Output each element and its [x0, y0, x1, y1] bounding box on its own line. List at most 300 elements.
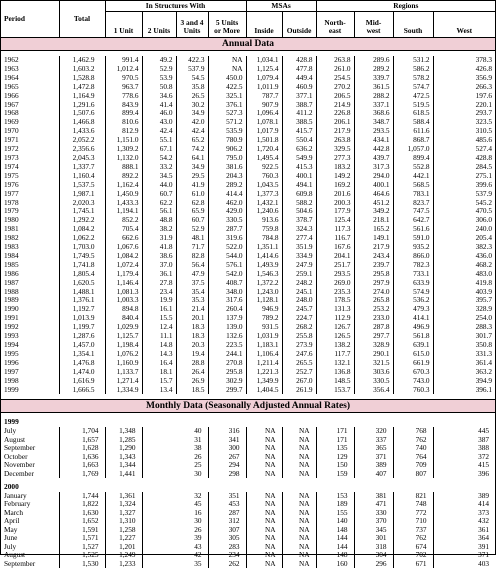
cell-value: 26.4 [176, 368, 208, 377]
cell-value: NA [282, 534, 316, 543]
cell-value: 468.2 [433, 261, 495, 270]
cell-value: NA [282, 436, 316, 445]
cell-value: 329.5 [316, 145, 354, 154]
cell-value: 1,476.8 [59, 359, 105, 368]
cell-value: 284.5 [433, 163, 495, 172]
cell-value: 1,221.3 [246, 368, 282, 377]
cell-value: 117.3 [316, 225, 354, 234]
cell-value: 167.6 [316, 243, 354, 252]
cell-value: NA [246, 453, 282, 462]
cell-value: 1,179.4 [105, 270, 142, 279]
cell-value: NA [246, 436, 282, 445]
cell-value: 254.5 [316, 74, 354, 83]
cell-value: 19.4 [176, 350, 208, 359]
row-period: 1969 [4, 117, 19, 127]
cell-value: 301.7 [433, 332, 495, 341]
cell-value: 396.1 [433, 386, 495, 395]
cell-value: 403 [433, 560, 495, 568]
cell-value: 561.8 [393, 332, 433, 341]
row-period: 1994 [4, 340, 19, 349]
cell-value: 1,194.1 [105, 207, 142, 216]
cell-value: 48.1 [176, 234, 208, 243]
northeast-header: North- east [316, 12, 354, 38]
cell-value: 671 [393, 560, 433, 568]
cell-value: 1,146.4 [105, 279, 142, 288]
cell-value: 611.6 [393, 127, 433, 136]
cell-value: 970.5 [105, 74, 142, 83]
cell-value: 568.5 [393, 181, 433, 190]
row-period: 1991 [4, 313, 19, 323]
cell-value: 545.2 [433, 199, 495, 208]
cell-value: 42.4 [142, 127, 176, 136]
cell-value: 38 [142, 444, 208, 453]
period-header: Period [1, 1, 59, 38]
cell-value: 204.3 [208, 172, 246, 181]
cell-value: 20.3 [176, 341, 208, 350]
cell-value: 1,227 [105, 534, 142, 543]
cell-value: 200.3 [316, 199, 354, 208]
cell-value: 26.5 [176, 92, 208, 101]
cell-value: 270.2 [316, 83, 354, 92]
cell-value: 381 [354, 492, 393, 501]
cell-value: 823.7 [393, 199, 433, 208]
row-month: September [4, 558, 36, 568]
row-month: January [4, 490, 27, 500]
row-month: July [4, 541, 17, 551]
cell-value: 1,125.4 [246, 65, 282, 74]
cell-value: 30 [142, 470, 208, 479]
cell-value: 483.0 [433, 270, 495, 279]
cell-value: 1,703.0 [59, 243, 105, 252]
cell-value: 319.6 [208, 234, 246, 243]
cell-value: 426.8 [433, 65, 495, 74]
cell-value: 129 [316, 453, 354, 462]
cell-value: 37.0 [142, 261, 176, 270]
row-month: April [4, 516, 20, 526]
cell-value: 737 [393, 526, 433, 535]
cell-value: 782.3 [393, 261, 433, 270]
cell-value: 15.7 [142, 377, 176, 386]
row-period: 1976 [4, 179, 19, 189]
cell-value: 1,133.7 [105, 368, 142, 377]
cell-value: 810.6 [105, 118, 142, 127]
cell-value: 1,067.6 [105, 243, 142, 252]
cell-value: NA [246, 500, 282, 509]
cell-value: 1,769 [59, 470, 105, 479]
monthly-row [1, 470, 495, 479]
cell-value: 350.8 [433, 341, 495, 350]
cell-value: 234 [208, 551, 246, 560]
cell-value: 1,546.3 [246, 270, 282, 279]
cell-value: 740 [393, 444, 433, 453]
cell-value: 747.5 [393, 207, 433, 216]
cell-value: 288.2 [354, 92, 393, 101]
cell-value: 1,072.4 [105, 261, 142, 270]
cell-value: 400.1 [354, 181, 393, 190]
cell-value: 382.3 [433, 243, 495, 252]
cell-value: 356.9 [433, 74, 495, 83]
row-period: 1966 [4, 90, 19, 100]
cell-value: 1,344 [105, 461, 142, 470]
cell-value: 408.7 [208, 279, 246, 288]
cell-value: 1,507.6 [59, 109, 105, 118]
cell-value: 436.0 [433, 252, 495, 261]
cell-value: 34.6 [142, 92, 176, 101]
cell-value: 312 [208, 517, 246, 526]
cell-value: 345 [354, 526, 393, 535]
cell-value: 574.9 [393, 288, 433, 297]
cell-value: 132.6 [208, 332, 246, 341]
cell-value: 913.6 [246, 216, 282, 225]
cell-value: 267.0 [282, 377, 316, 386]
cell-value: 13.4 [142, 386, 176, 395]
cell-value: 899.4 [105, 109, 142, 118]
cell-value: 42 [142, 551, 208, 560]
cell-value: 34.9 [176, 109, 208, 118]
cell-value: 1,432.1 [246, 199, 282, 208]
cell-value: 25 [142, 461, 208, 470]
cell-value: 522.0 [208, 243, 246, 252]
cell-value: 240.0 [433, 225, 495, 234]
cell-value: 252.7 [282, 368, 316, 377]
cell-value: 710 [393, 517, 433, 526]
cell-value: 148.5 [316, 377, 354, 386]
cell-value: 387 [433, 436, 495, 445]
cell-value: 265.8 [354, 296, 393, 305]
cell-value: 1,663 [59, 461, 105, 470]
cell-value: NA [246, 444, 282, 453]
cell-value: 35.8 [176, 83, 208, 92]
cell-value: 419.8 [433, 279, 495, 288]
cell-value: 283 [208, 543, 246, 552]
cell-value: 274.0 [354, 288, 393, 297]
cell-value: NA [282, 500, 316, 509]
cell-value: 1,351.1 [246, 243, 282, 252]
cell-value: 294 [208, 461, 246, 470]
cell-value: 496.9 [393, 323, 433, 332]
annual-row [1, 386, 495, 395]
cell-value: 1,376.1 [59, 296, 105, 305]
cell-value: 19.9 [142, 296, 176, 305]
cell-value: 303.6 [354, 368, 393, 377]
cell-value: 1,474.0 [59, 368, 105, 377]
cell-value: 273.9 [282, 341, 316, 350]
cell-value: 1,012.4 [105, 65, 142, 74]
cell-value: 138.2 [316, 341, 354, 350]
cell-value: 226.8 [316, 109, 354, 118]
cell-value: 376.1 [208, 101, 246, 110]
cell-value: 477.8 [282, 65, 316, 74]
cell-value: NA [282, 543, 316, 552]
cell-value: 422.5 [208, 83, 246, 92]
midwest-header: Mid- west [354, 12, 393, 38]
cell-value: 609.8 [282, 190, 316, 199]
cell-value: 378.3 [433, 56, 495, 65]
row-period: 1967 [4, 99, 19, 109]
cell-value: 1,433.6 [59, 127, 105, 136]
cell-value: 389 [354, 461, 393, 470]
cell-value: 812.9 [105, 127, 142, 136]
cell-value: 414.1 [393, 314, 433, 323]
row-month: May [4, 524, 18, 534]
cell-value: 60.7 [142, 190, 176, 199]
cell-value: 16.4 [142, 359, 176, 368]
cell-value: NA [282, 560, 316, 568]
cell-value: 1,433.3 [105, 199, 142, 208]
cell-value: 361.4 [433, 359, 495, 368]
row-period: 1974 [4, 161, 19, 171]
cell-value: 317.6 [208, 296, 246, 305]
cell-value: 364 [433, 534, 495, 543]
row-period: 1990 [4, 304, 19, 314]
cell-value: 251.7 [316, 261, 354, 270]
cell-value: 217.9 [316, 127, 354, 136]
cell-value: 633.9 [393, 279, 433, 288]
row-period: 1981 [4, 224, 19, 234]
cell-value: 43 [142, 543, 208, 552]
cell-value: 131.3 [316, 305, 354, 314]
cell-value: 47.9 [176, 270, 208, 279]
cell-value: 1,183.1 [246, 341, 282, 350]
cell-value: 544.0 [208, 252, 246, 261]
cell-value: 388.7 [282, 101, 316, 110]
cell-value: 1,822 [59, 500, 105, 509]
cell-value: 330 [354, 509, 393, 518]
cell-value: 389 [433, 492, 495, 501]
cell-value: 52.9 [142, 65, 176, 74]
cell-value: 479.3 [393, 305, 433, 314]
cell-value: 217.9 [354, 243, 393, 252]
cell-value: 1,334.9 [105, 386, 142, 395]
cell-value: 306.0 [433, 216, 495, 225]
cell-value: 868.7 [393, 136, 433, 145]
annual-banner-section [1, 38, 495, 57]
cell-value: 26.9 [176, 377, 208, 386]
cell-value: 64.1 [176, 154, 208, 163]
cell-value: 537.9 [176, 65, 208, 74]
cell-value: 298 [208, 470, 246, 479]
cell-value: 892.2 [105, 172, 142, 181]
cell-value: 1,249 [105, 551, 142, 560]
cell-value: 449.4 [282, 74, 316, 83]
cell-value: 1,076.2 [105, 350, 142, 359]
cell-value: 787.7 [246, 92, 282, 101]
cell-value: 1,741.8 [59, 261, 105, 270]
cell-value: 299.7 [208, 386, 246, 395]
cell-value: NA [208, 65, 246, 74]
row-period: 1963 [4, 63, 19, 73]
cell-value: NA [282, 492, 316, 501]
cell-value: 1,151.0 [105, 136, 142, 145]
cell-value: 1,704 [59, 427, 105, 436]
cell-value: 464.6 [354, 190, 393, 199]
cell-value: 296 [354, 560, 393, 568]
cell-value: 552.8 [393, 163, 433, 172]
cell-value: 1,327 [105, 509, 142, 518]
cell-value: 21.4 [176, 305, 208, 314]
cell-value: 288.3 [433, 323, 495, 332]
row-period: 1975 [4, 170, 19, 180]
cell-value: 1,034.1 [246, 56, 282, 65]
cell-value: 361 [433, 526, 495, 535]
cell-value: 394.9 [433, 377, 495, 386]
cell-value: 1,017.9 [246, 127, 282, 136]
cell-value: 1,079.4 [246, 74, 282, 83]
cell-value: 37.5 [176, 279, 208, 288]
cell-value: 220.1 [433, 101, 495, 110]
cell-value: 67.1 [142, 145, 176, 154]
cell-value: 1,287.6 [59, 332, 105, 341]
cell-value: 34.5 [142, 172, 176, 181]
cell-value: 453 [208, 500, 246, 509]
cell-value: 263.8 [316, 136, 354, 145]
cell-value: 1,081.3 [105, 288, 142, 297]
cell-value: 399.6 [433, 181, 495, 190]
cell-value: 1,310 [105, 517, 142, 526]
cell-value: 1,164.9 [59, 92, 105, 101]
row-period: 1998 [4, 375, 19, 385]
housing-starts-table [1, 1, 495, 568]
cell-value: 16.1 [142, 305, 176, 314]
cell-value: 1,441 [105, 470, 142, 479]
cell-value: 760.3 [246, 172, 282, 181]
cell-value: 56.1 [142, 207, 176, 216]
cell-value: 415.7 [282, 127, 316, 136]
row-period: 1978 [4, 197, 19, 207]
cell-value: 1,003.3 [105, 296, 142, 305]
cell-value: 1,571 [59, 534, 105, 543]
cell-value: 415.3 [282, 163, 316, 172]
cell-value: 1,495.4 [246, 154, 282, 163]
cell-value: 243.4 [354, 252, 393, 261]
cell-value: 432 [433, 517, 495, 526]
cell-value: 261.9 [282, 386, 316, 395]
cell-value: 325.1 [208, 92, 246, 101]
cell-value: 46.0 [142, 109, 176, 118]
cell-value: 1,011.9 [246, 83, 282, 92]
cell-value: 400.1 [282, 172, 316, 181]
cell-value: 759.8 [246, 225, 282, 234]
year-heading: 1999 [4, 417, 19, 427]
cell-value: NA [282, 526, 316, 535]
cell-value: 38.6 [142, 252, 176, 261]
cell-value: 40 [142, 427, 208, 436]
cell-value: 153 [316, 492, 354, 501]
cell-value: 26 [142, 453, 208, 462]
cell-value: 62.2 [142, 199, 176, 208]
cell-value: 132.1 [316, 359, 354, 368]
row-period: 1965 [4, 81, 19, 91]
cell-value: NA [282, 427, 316, 436]
row-month: September [4, 443, 36, 453]
cell-value: 54.5 [176, 74, 208, 83]
cell-value: 1,106.4 [246, 350, 282, 359]
cell-value: 171 [316, 436, 354, 445]
cell-value: 297.9 [354, 279, 393, 288]
cell-value: 1,292.2 [59, 216, 105, 225]
cell-value: 1,057.0 [393, 145, 433, 154]
cell-value: 674 [393, 543, 433, 552]
cell-value: 149.1 [354, 234, 393, 243]
cell-value: 32 [142, 492, 208, 501]
cell-value: NA [208, 56, 246, 65]
cell-value: 840.4 [105, 314, 142, 323]
cell-value: 1,377.3 [246, 190, 282, 199]
cell-value: 14.8 [142, 341, 176, 350]
row-month: June [4, 533, 18, 543]
cell-value: 642.7 [393, 216, 433, 225]
cell-value: 254.0 [433, 314, 495, 323]
cell-value: 289.6 [354, 56, 393, 65]
cell-value: NA [246, 509, 282, 518]
cell-value: NA [246, 534, 282, 543]
cell-value: 1,198.4 [105, 341, 142, 350]
cell-value: 328.9 [433, 305, 495, 314]
cell-value: 1,160.9 [105, 359, 142, 368]
cell-value: 293.5 [316, 270, 354, 279]
monthly-data-rows [1, 413, 495, 568]
inside-msas-header: Inside [246, 12, 282, 38]
cell-value: 165.2 [354, 225, 393, 234]
cell-value: 52.9 [176, 225, 208, 234]
cell-value: 320 [354, 427, 393, 436]
cell-value: 125.4 [316, 216, 354, 225]
monthly-banner-section [1, 394, 495, 413]
row-period: 1980 [4, 215, 19, 225]
cell-value: 197.6 [433, 92, 495, 101]
cell-value: 450.0 [208, 74, 246, 83]
cell-value: 300 [208, 444, 246, 453]
cell-value: 550.4 [282, 136, 316, 145]
row-period: 1983 [4, 242, 19, 252]
cell-value: 783.1 [393, 190, 433, 199]
cell-value: 54.2 [142, 154, 176, 163]
cell-value: 38.2 [142, 225, 176, 234]
cell-value: 71.7 [176, 243, 208, 252]
row-period: 1988 [4, 286, 19, 296]
cell-value: 263.8 [316, 56, 354, 65]
five-or-more-units-header: 5 Units or More [208, 12, 246, 38]
cell-value: 1,348 [105, 427, 142, 436]
cell-value: 395.7 [433, 296, 495, 305]
cell-value: 18.3 [176, 332, 208, 341]
cell-value: 224.7 [282, 314, 316, 323]
cell-value: 42.4 [176, 127, 208, 136]
cell-value: 304 [354, 551, 393, 560]
row-month: July [4, 426, 17, 436]
cell-value: 411.2 [282, 109, 316, 118]
row-period: 1984 [4, 250, 19, 260]
cell-value: 323.5 [433, 118, 495, 127]
cell-value: 762 [393, 436, 433, 445]
cell-value: 363.2 [433, 368, 495, 377]
cell-value: 370 [354, 517, 393, 526]
cell-value: 1,805.4 [59, 270, 105, 279]
two-units-header: 2 Units [142, 12, 176, 38]
cell-value: 1,466.8 [59, 118, 105, 127]
cell-value: 35.4 [176, 288, 208, 297]
cell-value: 639.1 [393, 341, 433, 350]
cell-value: 53.9 [142, 74, 176, 83]
cell-value: 295.8 [208, 368, 246, 377]
cell-value: 28.8 [176, 359, 208, 368]
cell-value: 12.4 [142, 323, 176, 332]
cell-value: 504.6 [282, 207, 316, 216]
cell-value: 1,337.7 [59, 163, 105, 172]
cell-value: NA [246, 461, 282, 470]
cell-value: 372 [433, 453, 495, 462]
cell-value: 588.2 [282, 199, 316, 208]
